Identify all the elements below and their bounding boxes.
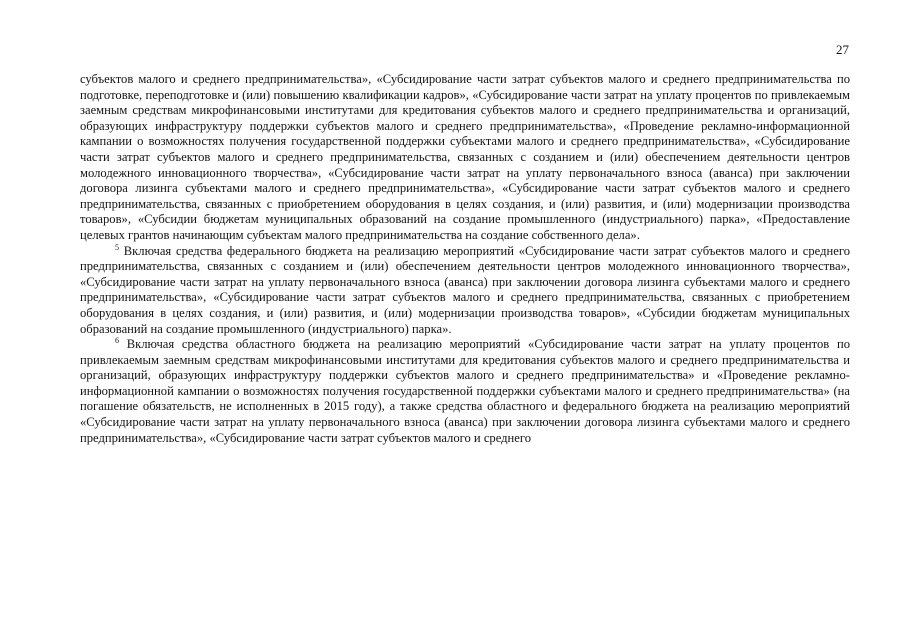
footnote-marker-5: 5: [115, 242, 119, 252]
paragraph-continued: субъектов малого и среднего предпринимательства», «Субсидирование части затрат субъектов малого и среднего предпринимательства по подготовке, переподготовке и (или) повышению квалификации кадров», «Субсидирование части затрат на уплату процентов по привлекаемым заемным средствам микрофинансовыми институтами для кредитования субъектов малого и среднего предпринимательства и организаций, образующих инфраструктуру поддержки субъектов малого и среднего предпринимательства», «Проведение рекламно-информационной кампании о возможностях получения государственной поддержки субъектами малого и среднего предпринимательства», «Субсидирование части затрат субъектов малого и среднего предпринимательства, связанных с созданием и (или) обеспечением деятельности центров молодежного инновационного творчества», «Субсидирование части затрат на уплату первоначального взноса (аванса) при заключении договора лизинга субъектами малого и среднего предпринимательства», «Субсидирование части затрат субъектов малого и среднего предпринимательства, связанных с приобретением оборудования в целях создания, и (или) развития, и (или) модернизации производства товаров», «Субсидии бюджетам муниципальных образований на создание промышленного (индустриального) парка», «Предоставление целевых грантов начинающим субъектам малого предпринимательства на создание собственного дела».: [80, 72, 850, 242]
footnote-5-paragraph: [80, 244, 850, 338]
footnote-6-paragraph: [80, 337, 850, 446]
footnote-6-text: Включая средства областного бюджета на реализацию мероприятий «Субсидирование части затрат на уплату процентов по привлекаемым заемным средствам микрофинансовыми институтами для кредитования субъектов малого и среднего предпринимательства и организаций, образующих инфраструктуру поддержки субъектов малого и среднего предпринимательства» и «Проведение рекламно-информационной кампании о возможностях получения государственной поддержки субъектами малого и среднего предпринимательства» (на погашение обязательств, не исполненных в 2015 году), а также средства областного и федерального бюджета на реализацию мероприятий «Субсидирование части затрат на уплату первоначального взноса (аванса) при заключении договора лизинга субъектами малого и среднего предпринимательства», «Субсидирование части затрат субъектов малого и среднего: [80, 337, 850, 445]
page-number: 27: [836, 42, 849, 57]
footnote-marker-6: 6: [115, 335, 119, 345]
body-text: [80, 72, 850, 446]
footnote-5-text: Включая средства федерального бюджета на реализацию мероприятий «Субсидирование части затрат субъектов малого и среднего предпринимательства, связанных с созданием и (или) обеспечением деятельности центров молодежного инновационного творчества», «Субсидирование части затрат на уплату первоначального взноса (аванса) при заключении договора лизинга субъектами малого и среднего предпринимательства», «Субсидирование части затрат субъектов малого и среднего предпринимательства, связанных с приобретением оборудования в целях создания, и (или) развития, и (или) модернизации производства товаров», «Субсидии бюджетам муниципальных образований на создание промышленного (индустриального) парка».: [80, 243, 850, 336]
